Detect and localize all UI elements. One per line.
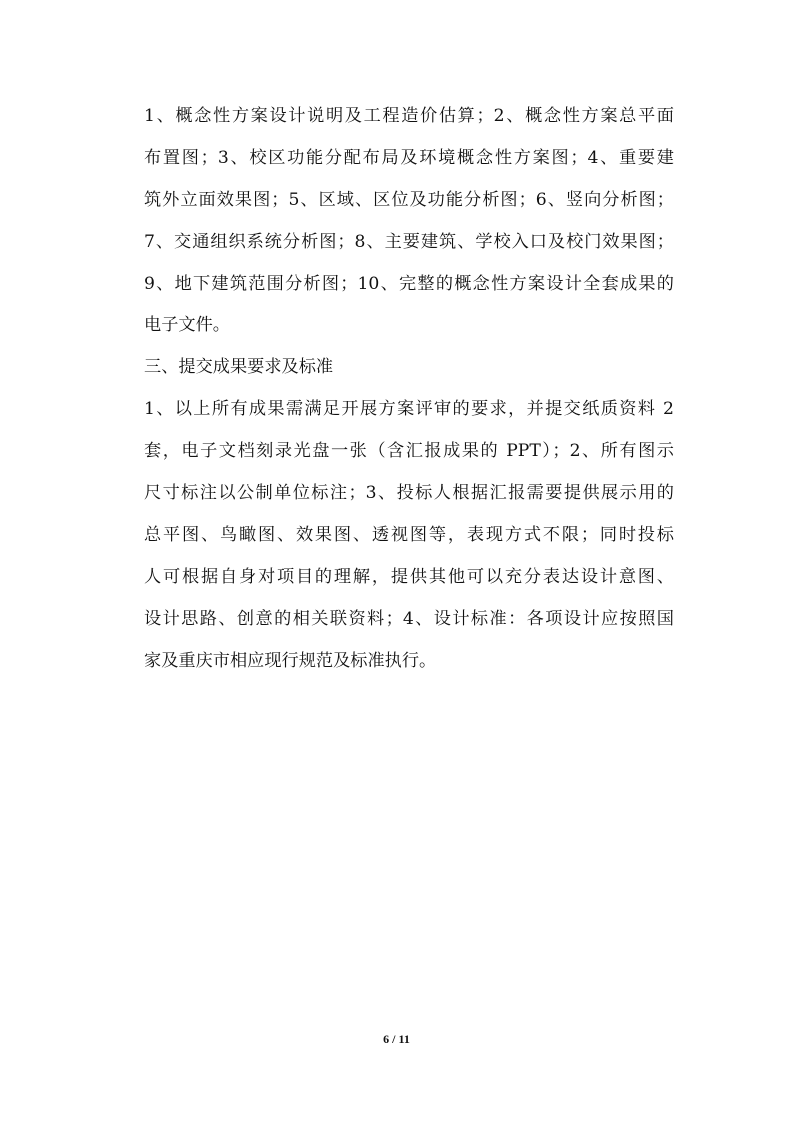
text-line: 1、以上所有成果需满足开展方案评审的要求，并提交纸质资料 2 xyxy=(144,399,674,419)
text-line: 电子文件。 xyxy=(144,315,230,335)
text-line: 尺寸标注以公制单位标注；3、投标人根据汇报需要提供展示用的 xyxy=(144,483,674,503)
text-line: 套，电子文档刻录光盘一张（含汇报成果的 PPT）；2、所有图示 xyxy=(144,441,674,461)
text-line: 总平图、鸟瞰图、效果图、透视图等，表现方式不限；同时投标 xyxy=(144,525,674,545)
text-line: 9、地下建筑范围分析图；10、完整的概念性方案设计全套成果的 xyxy=(144,274,674,294)
text-line: 家及重庆市相应现行规范及标准执行。 xyxy=(144,651,437,671)
section-heading: 三、提交成果要求及标准 xyxy=(144,357,334,377)
text-line: 布置图；3、校区功能分配布局及环境概念性方案图；4、重要建 xyxy=(144,148,674,168)
text-line: 人可根据自身对项目的理解，提供其他可以充分表达设计意图、 xyxy=(144,567,674,587)
text-line: 筑外立面效果图；5、区域、区位及功能分析图；6、竖向分析图； xyxy=(144,190,674,210)
text-line: 7、交通组织系统分析图；8、主要建筑、学校入口及校门效果图； xyxy=(144,232,674,252)
text-line: 设计思路、创意的相关联资料；4、设计标准：各项设计应按照国 xyxy=(144,609,674,629)
page-number: 6 / 11 xyxy=(383,1032,410,1046)
text-line: 1、概念性方案设计说明及工程造价估算；2、概念性方案总平面 xyxy=(144,106,674,126)
